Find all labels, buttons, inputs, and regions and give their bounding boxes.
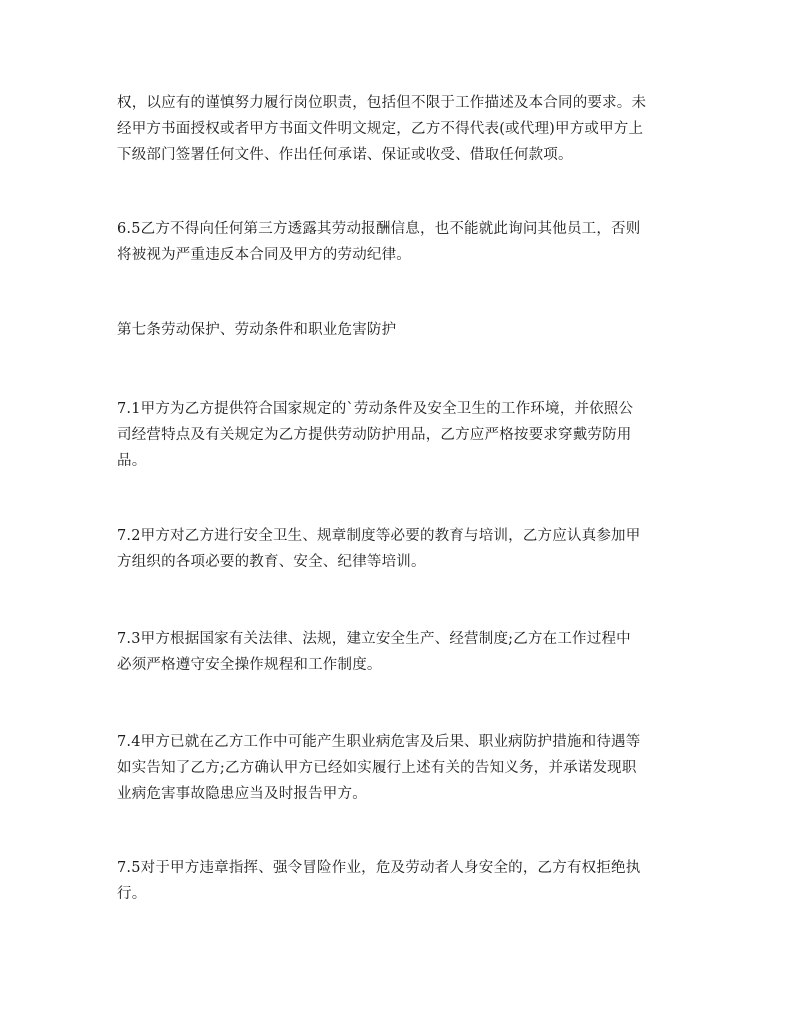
- text-line: 7.4甲方已就在乙方工作中可能产生职业病危害及后果、职业病防护措施和待遇等: [117, 734, 641, 750]
- text-line: 行。: [117, 886, 147, 902]
- paragraph-6-5: [117, 216, 683, 268]
- text-line: 7.2甲方对乙方进行安全卫生、规章制度等必要的教育与培训，乙方应认真参加甲: [117, 528, 641, 544]
- text-line: 如实告知了乙方;乙方确认甲方已经如实履行上述有关的告知义务，并承诺发现职: [117, 760, 637, 776]
- text-line: 业病危害事故隐患应当及时报告甲方。: [117, 786, 367, 802]
- text-line: 权，以应有的谨慎努力履行岗位职责，包括但不限于工作描述及本合同的要求。未: [117, 95, 647, 111]
- text-line: 7.1甲方为乙方提供符合国家规定的`劳动条件及安全卫生的工作环境，并依照公: [117, 401, 634, 417]
- text-line: 品。: [117, 453, 147, 469]
- text-line: 6.5乙方不得向任何第三方透露其劳动报酬信息，也不能就此询问其他员工，否则: [117, 221, 641, 237]
- paragraph-7-4: [117, 729, 683, 807]
- text-line: 7.3甲方根据国家有关法律、法规，建立安全生产、经营制度;乙方在工作过程中: [117, 631, 631, 647]
- paragraph-7-1: [117, 396, 683, 474]
- paragraph-7-3: [117, 626, 683, 678]
- article-7-heading: [117, 317, 683, 343]
- paragraph-7-2: [117, 523, 683, 575]
- text-line: 司经营特点及有关规定为乙方提供劳动防护用品，乙方应严格按要求穿戴劳防用: [117, 427, 632, 443]
- text-line: 7.5对于甲方违章指挥、强令冒险作业，危及劳动者人身安全的，乙方有权拒绝执: [117, 860, 641, 876]
- text-line: 方组织的各项必要的教育、安全、纪律等培训。: [117, 554, 426, 570]
- paragraph-7-5: [117, 855, 683, 907]
- text-line: 将被视为严重违反本合同及甲方的劳动纪律。: [117, 247, 411, 263]
- heading-text: 第七条劳动保护、劳动条件和职业危害防护: [117, 322, 397, 338]
- text-line: 下级部门签署任何文件、作出任何承诺、保证或收受、借取任何款项。: [117, 147, 573, 163]
- text-line: 必须严格遵守安全操作规程和工作制度。: [117, 657, 382, 673]
- paragraph-6-4-continued: [117, 90, 683, 168]
- text-line: 经甲方书面授权或者甲方书面文件明文规定，乙方不得代表(或代理)甲方或甲方上: [117, 121, 644, 137]
